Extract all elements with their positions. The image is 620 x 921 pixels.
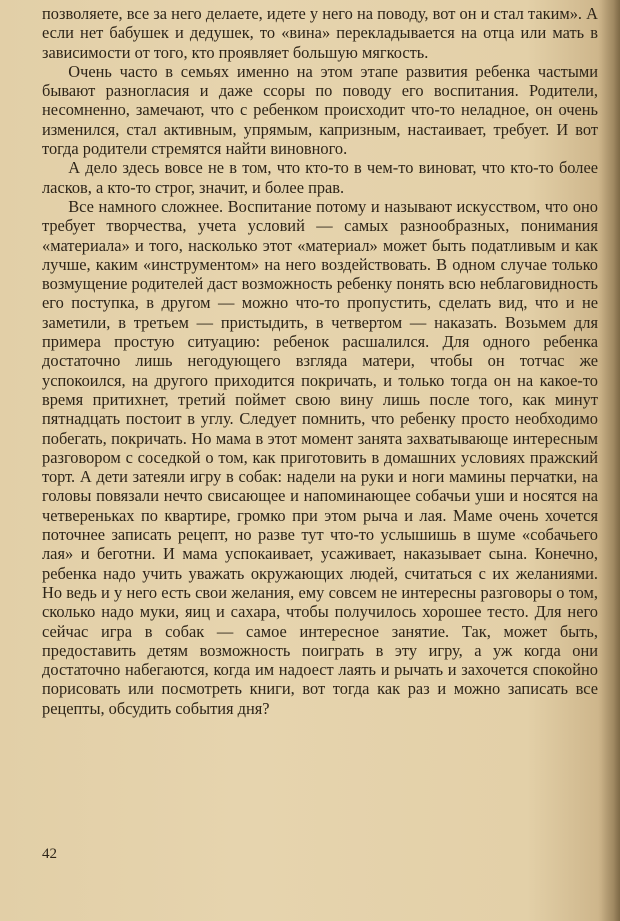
paragraph-continuation: позволяете, все за него делаете, идете у него на поводу, вот он и стал таким». А если нет бабушек и дедушек, то «вина» перекладывается на отца или мать в зависимости от того, кто проявляет большую мягкость. <box>42 4 598 62</box>
body-text <box>42 4 598 718</box>
paragraph-family-disagreements: Очень часто в семьях именно на этом этапе развития ребенка частыми бывают разногласия и даже ссоры по поводу его воспитания. Родители, несомненно, замечают, что с ребенком происходит что-то неладное, он очень изменился, стал активным, упрямым, капризным, настаивает, требует. И вот тогда родители стремятся найти виновного. <box>42 61 598 159</box>
page-number: 42 <box>42 846 57 862</box>
paragraph-upbringing-art: Все намного сложнее. Воспитание потому и называют искусством, что оно требует творчества, учета условий — самых разнообразных, понимания «материала» и того, насколько этот «материал» может быть податливым и как лучше, каким «инструментом» на него воздействовать. В одном случае только возмущение родителей даст возможность ребенку понять всю неблаговидность его поступка, в другом — можно что-то пропустить, сделать вид, что и не заметили, в третьем — пристыдить, в четвертом — наказать. Возьмем для примера простую ситуацию: ребенок расшалился. Для одного ребенка достаточно лишь негодующего взгляда матери, чтобы он тотчас же успокоился, на другого приходится покричать, и только тогда он на какое-то время притихнет, третий поймет свою вину лишь после того, как минут пятнадцать постоит в углу. Следует помнить, что ребенку просто необходимо побегать, покричать. Но мама в этот момент занята захватывающе интересным разговором с соседкой о том, как приготовить в домашних условиях пражский торт. А дети затеяли игру в собак: надели на руки и ноги мамины перчатки, на головы повязали нечто свисающее и напоминающее собачьи уши и носятся на четвереньках по квартире, громко при этом рыча и лая. Маме очень хочется поточнее записать рецепт, но разве тут что-то услышишь в шуме «собачьего лая» и беготни. И мама успокаивает, усаживает, наказывает сына. Конечно, ребенка надо учить уважать окружающих людей, считаться с их желаниями. Но ведь и у него есть свои желания, ему совсем не интересны разговоры о том, сколько надо муки, яиц и сахара, чтобы получилось хорошее тесто. Для него сейчас игра в собак — самое интересное занятие. Так, может быть, предоставить детям возможность поиграть в эту игру, а уж когда они достаточно набегаются, когда им надоест лаять и рычать и захочется спокойно порисовать или посмотреть книги, вот тогда как раз и можно записать все рецепты, обсудить события дня? <box>42 196 598 718</box>
paragraph-not-about-blame: А дело здесь вовсе не в том, что кто-то в чем-то виноват, что кто-то более ласков, а кто-то строг, значит, и более прав. <box>42 158 598 197</box>
